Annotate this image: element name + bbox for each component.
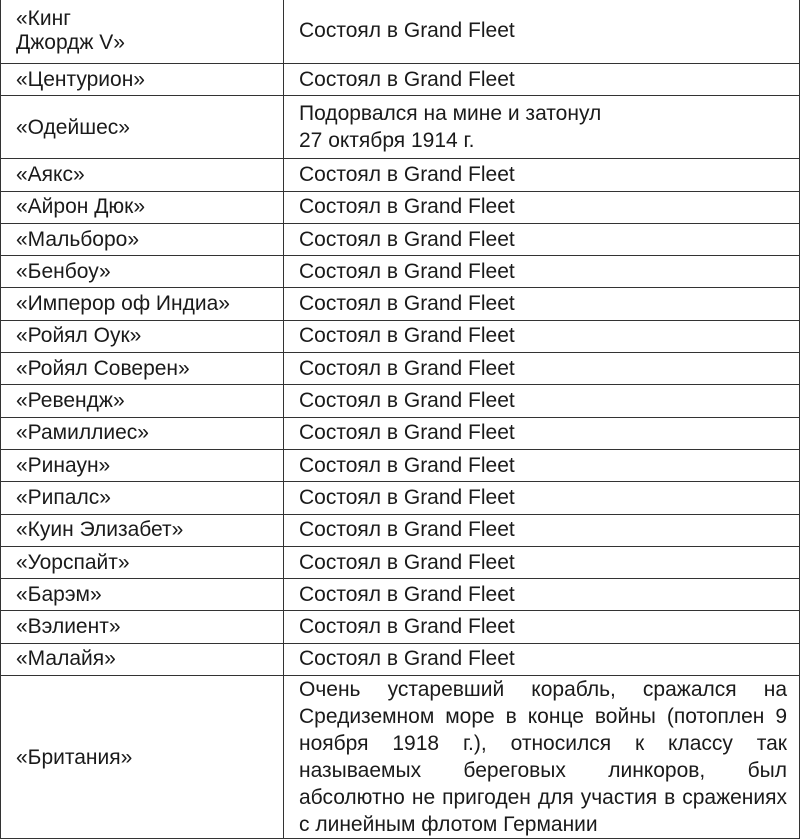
table-row bbox=[1, 64, 800, 96]
ship-name: «Айрон Дюк» bbox=[1, 191, 284, 223]
ship-status: Состоял в Grand Fleet bbox=[284, 546, 800, 578]
ship-name: «Кинг Джордж V» bbox=[1, 0, 284, 64]
table-row bbox=[1, 385, 800, 417]
ship-status: Состоял в Grand Fleet bbox=[284, 191, 800, 223]
ship-name: «Малайя» bbox=[1, 643, 284, 675]
ship-name: «Одейшес» bbox=[1, 96, 284, 159]
table-row bbox=[1, 449, 800, 481]
table-row bbox=[1, 353, 800, 385]
table-row bbox=[1, 288, 800, 320]
ship-status: Состоял в Grand Fleet bbox=[284, 579, 800, 611]
table-row bbox=[1, 223, 800, 255]
table-row bbox=[1, 482, 800, 514]
ship-status: Состоял в Grand Fleet bbox=[284, 159, 800, 191]
ship-name: «Куин Элизабет» bbox=[1, 514, 284, 546]
ship-status: Состоял в Grand Fleet bbox=[284, 288, 800, 320]
ship-status: Состоял в Grand Fleet bbox=[284, 385, 800, 417]
table-row bbox=[1, 579, 800, 611]
table-row bbox=[1, 256, 800, 288]
ship-status: Состоял в Grand Fleet bbox=[284, 482, 800, 514]
ship-name: «Британия» bbox=[1, 676, 284, 839]
ship-name: «Аякс» bbox=[1, 159, 284, 191]
ship-name: «Мальборо» bbox=[1, 223, 284, 255]
table-row bbox=[1, 643, 800, 675]
ship-status: Состоял в Grand Fleet bbox=[284, 417, 800, 449]
ship-status: Состоял в Grand Fleet bbox=[284, 223, 800, 255]
ship-name: «Центурион» bbox=[1, 64, 284, 96]
ship-name: «Имперор оф Индиа» bbox=[1, 288, 284, 320]
ship-name: «Барэм» bbox=[1, 579, 284, 611]
ship-name: «Ройял Соверен» bbox=[1, 353, 284, 385]
ship-status: Состоял в Grand Fleet bbox=[284, 256, 800, 288]
ship-name: «Уорспайт» bbox=[1, 546, 284, 578]
ship-status: Состоял в Grand Fleet bbox=[284, 64, 800, 96]
table-row bbox=[1, 320, 800, 352]
ship-status: Состоял в Grand Fleet bbox=[284, 320, 800, 352]
ship-status: Очень устаревший корабль, сражался на Средиземном море в конце войны (потоплен 9 ноября 1918 г.), относился к классу так называемых береговых линкоров, был абсолютно не пригоден для участия в сражениях с линейным флотом Германии bbox=[284, 676, 800, 839]
table-row bbox=[1, 676, 800, 839]
ship-name: «Рипалс» bbox=[1, 482, 284, 514]
table-row bbox=[1, 417, 800, 449]
table-row bbox=[1, 191, 800, 223]
ship-status: Подорвался на мине и затонул 27 октября 1914 г. bbox=[284, 96, 800, 159]
ship-name: «Ринаун» bbox=[1, 449, 284, 481]
ship-name: «Вэлиент» bbox=[1, 611, 284, 643]
table-row bbox=[1, 159, 800, 191]
table-row bbox=[1, 514, 800, 546]
table-row bbox=[1, 0, 800, 64]
ship-status: Состоял в Grand Fleet bbox=[284, 449, 800, 481]
ship-status: Состоял в Grand Fleet bbox=[284, 643, 800, 675]
table-row bbox=[1, 96, 800, 159]
table-row bbox=[1, 546, 800, 578]
table-row bbox=[1, 611, 800, 643]
ship-name: «Ройял Оук» bbox=[1, 320, 284, 352]
ship-name: «Рамиллиес» bbox=[1, 417, 284, 449]
ship-status: Состоял в Grand Fleet bbox=[284, 0, 800, 64]
ship-status: Состоял в Grand Fleet bbox=[284, 514, 800, 546]
ship-name: «Бенбоу» bbox=[1, 256, 284, 288]
ship-status: Состоял в Grand Fleet bbox=[284, 611, 800, 643]
ship-name: «Ревендж» bbox=[1, 385, 284, 417]
ship-status: Состоял в Grand Fleet bbox=[284, 353, 800, 385]
